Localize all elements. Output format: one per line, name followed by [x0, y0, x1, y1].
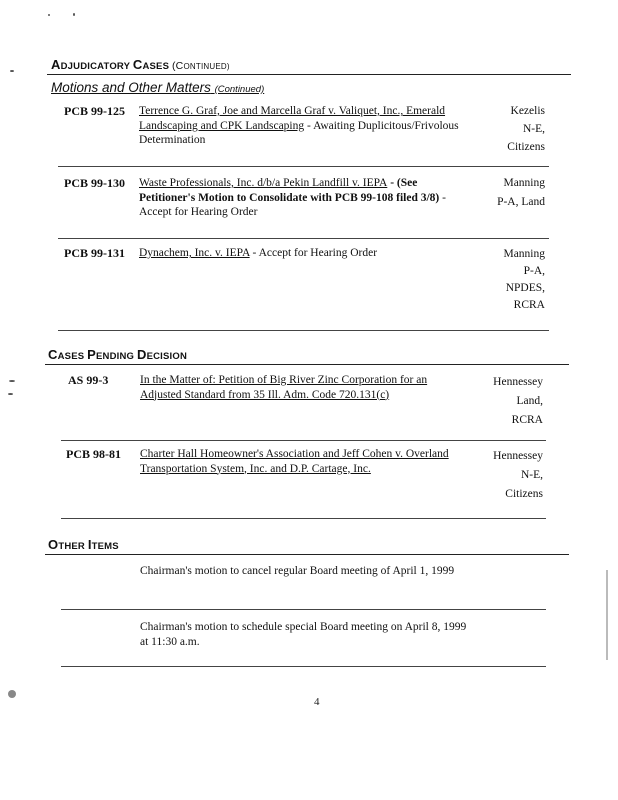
scan-speck [73, 13, 75, 16]
page-number: 4 [314, 696, 320, 708]
motions-subheading: Motions and Other Matters (Continued) [51, 80, 265, 95]
case-tag: P-A, Land [497, 196, 545, 208]
case-number: PCB 99-130 [64, 176, 125, 190]
case-assignment [493, 373, 543, 430]
case-divider [58, 330, 549, 331]
case-divider [61, 518, 546, 519]
item-divider [61, 609, 546, 610]
case-tag: Land, [516, 395, 543, 407]
case-divider [61, 440, 546, 441]
board-member: Manning [503, 177, 545, 189]
case-tag: N-E, [520, 469, 543, 481]
case-tag: P-A, [523, 265, 545, 277]
case-description: In the Matter of: Petition of Big River Zinc Corporation for an Adjusted Standard from 35 Ill. Adm. Code 720.131(c) [140, 374, 428, 401]
case-description: Waste Professionals, Inc. d/b/a Pekin Landfill v. IEPA - (See Petitioner's Motion to Consolidate with PCB 99-108 filed 3/8) - Accept for Hearing Order [139, 177, 446, 218]
case-number: AS 99-3 [68, 373, 109, 387]
other-items-heading: OTHER ITEMS [48, 537, 119, 552]
adjudicatory-cases-heading: ADJUDICATORY CASES (CONTINUED) [51, 57, 230, 72]
other-item: Chairman's motion to cancel regular Board meeting of April 1, 1999 [140, 565, 455, 577]
scan-speck [606, 570, 608, 660]
case-tag: NPDES, [505, 282, 545, 294]
board-member: Kezelis [510, 105, 545, 117]
item-divider [61, 666, 546, 667]
case-tag: RCRA [513, 299, 545, 311]
scan-speck [10, 70, 14, 72]
case-number: PCB 99-125 [64, 104, 125, 118]
case-divider [58, 166, 549, 167]
board-member: Hennessey [493, 376, 543, 388]
case-assignment [497, 174, 545, 212]
case-tag: N-E, [522, 123, 545, 135]
section-rule [45, 364, 569, 365]
board-member: Manning [503, 248, 545, 260]
case-tag: Citizens [505, 488, 543, 500]
other-item: Chairman's motion to schedule special Board meeting on April 8, 1999 at 11:30 a.m. [140, 621, 467, 648]
scan-speck [9, 380, 15, 382]
cases-pending-heading: CASES PENDING DECISION [48, 347, 188, 362]
section-rule [47, 74, 571, 75]
case-tag: Citizens [507, 141, 545, 153]
case-number: PCB 98-81 [66, 447, 121, 461]
case-description: Terrence G. Graf, Joe and Marcella Graf v. Valiquet, Inc., Emerald Landscaping and CPK Landscaping - Awaiting Duplicitous/Frivolous Determination [139, 105, 459, 146]
case-assignment [503, 246, 545, 314]
section-rule [45, 554, 569, 555]
case-assignment [493, 447, 543, 504]
case-tag: RCRA [511, 414, 543, 426]
case-number: PCB 99-131 [64, 246, 125, 260]
scan-speck [8, 690, 16, 698]
case-description: Charter Hall Homeowner's Association and Jeff Cohen v. Overland Transportation System, Inc. and D.P. Cartage, Inc. [140, 448, 449, 475]
case-divider [58, 238, 549, 239]
case-description: Dynachem, Inc. v. IEPA - Accept for Hearing Order [139, 247, 378, 259]
board-member: Hennessey [493, 450, 543, 462]
scan-speck [8, 393, 13, 395]
scan-speck [48, 14, 50, 16]
case-assignment [507, 102, 545, 156]
